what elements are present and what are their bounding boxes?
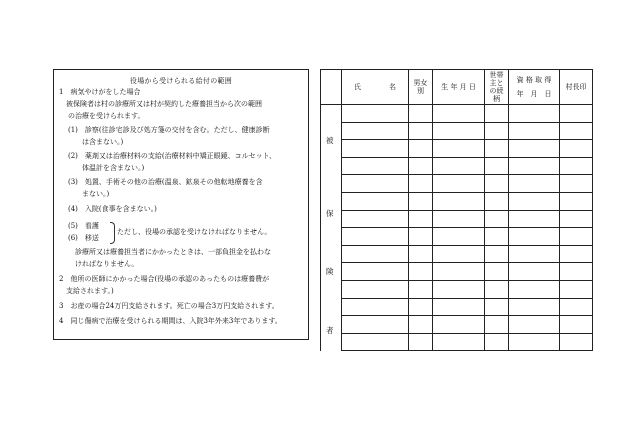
header-qualify-sub: 年 月 日 [516,90,552,98]
entry-cell[interactable] [409,175,433,193]
entry-cell[interactable] [342,263,409,281]
entry-cell[interactable] [409,192,433,210]
entry-cell[interactable] [485,280,509,298]
benefit-line: は含まない。) [68,138,124,146]
entry-cell[interactable] [560,175,593,193]
entry-cell[interactable] [342,298,409,316]
entry-cell[interactable] [560,333,593,351]
entry-cell[interactable] [433,105,485,123]
entry-cell[interactable] [342,122,409,140]
entry-cell[interactable] [560,192,593,210]
entry-cell[interactable] [433,228,485,246]
benefit-line: 診療所又は療養担当者にかかったときは、一部負担金を払わな [68,248,271,256]
entry-cell[interactable] [433,122,485,140]
benefit-line: (3) 処置、手術その他の治療(温泉、鉱泉その他転地療養を含 [68,178,263,186]
entry-cell[interactable] [409,298,433,316]
header-qualify [509,70,560,105]
header-qualify-main: 資 格 取 得 [516,76,552,84]
entry-cell[interactable] [560,245,593,263]
entry-cell[interactable] [560,157,593,175]
table-row [321,157,593,175]
benefit-line: 被保険者は村の診療所又は村が契約した療養担当から次の範囲 [59,100,262,108]
header-sex: 男女別 [409,70,433,105]
entry-cell[interactable] [342,105,409,123]
header-relation: 世帯主との続柄 [485,70,509,105]
entry-cell[interactable] [485,333,509,351]
header-name: 氏 名 [342,70,409,105]
table-row [321,105,593,123]
entry-cell[interactable] [433,263,485,281]
entry-cell[interactable] [342,280,409,298]
entry-cell[interactable] [409,105,433,123]
benefit-line: (4) 入院(食事を含まない。) [68,205,157,213]
entry-cell[interactable] [509,210,560,228]
table-row [321,316,593,334]
side-char: 保 [326,209,334,218]
entry-cell[interactable] [433,316,485,334]
side-char: 険 [326,267,334,276]
side-char: 被 [326,136,334,145]
entry-cell[interactable] [409,263,433,281]
entry-cell[interactable] [485,140,509,158]
entry-cell[interactable] [433,175,485,193]
entry-cell[interactable] [509,263,560,281]
side-char: 者 [326,326,334,335]
entry-cell[interactable] [509,280,560,298]
benefit-line: (1) 診察(往診宅診及び処方箋の交付を含む。ただし、健康診断 [68,126,270,134]
entry-cell[interactable] [342,316,409,334]
entry-cell[interactable] [485,316,509,334]
entry-cell[interactable] [560,105,593,123]
entry-cell[interactable] [560,280,593,298]
entry-cell[interactable] [433,280,485,298]
benefit-line: 4 同じ傷病で治療を受けられる期間は、入院3年外来3年であります。 [59,317,282,325]
entry-cell[interactable] [485,228,509,246]
entry-cell[interactable] [485,210,509,228]
entry-cell[interactable] [560,316,593,334]
entry-cell[interactable] [560,228,593,246]
table-row [321,245,593,263]
entry-cell[interactable] [560,140,593,158]
side-label-header [321,70,342,105]
entry-cell[interactable] [560,298,593,316]
entry-cell[interactable] [409,140,433,158]
benefit-line: 3 お産の場合24万円支給されます。死亡の場合3万円支給されます。 [59,302,279,310]
entry-cell[interactable] [560,122,593,140]
table-row [321,192,593,210]
entry-cell[interactable] [509,175,560,193]
header-seal: 村長印 [560,70,593,105]
entry-cell[interactable] [433,298,485,316]
entry-cell[interactable] [485,105,509,123]
entry-cell[interactable] [485,157,509,175]
entry-cell[interactable] [409,228,433,246]
table-row [321,210,593,228]
table-row [321,140,593,158]
entry-cell[interactable] [433,210,485,228]
benefit-line: の治療を受けられます。 [68,112,145,120]
benefits-title: 役場から受けられる給付の範囲 [129,77,233,85]
entry-cell[interactable] [409,280,433,298]
entry-cell[interactable] [342,333,409,351]
entry-cell[interactable] [409,245,433,263]
entry-cell[interactable] [433,333,485,351]
entry-cell[interactable] [509,245,560,263]
table-row [321,298,593,316]
benefit-line: (2) 薬剤又は治療材料の支給(治療材料中矯正眼鏡、コルセット、 [68,152,277,160]
entry-cell[interactable] [342,245,409,263]
entry-cell[interactable] [409,122,433,140]
benefit-line: ただし、役場の承認を受けなければなりません。 [117,228,272,236]
table-row [321,280,593,298]
table-row [321,263,593,281]
entry-cell[interactable] [485,122,509,140]
entry-cell[interactable] [342,175,409,193]
benefit-line: 2 他所の医師にかかった場合(役場の承認のあったものは療養費が [59,275,270,283]
insured-register [320,69,593,351]
table-row [321,228,593,246]
entry-cell[interactable] [485,245,509,263]
table-row [321,122,593,140]
entry-cell[interactable] [409,333,433,351]
entry-cell[interactable] [509,105,560,123]
entry-cell[interactable] [433,157,485,175]
brace-mark [110,222,115,244]
entry-cell[interactable] [409,210,433,228]
entry-cell[interactable] [560,210,593,228]
entry-cell[interactable] [509,316,560,334]
benefit-line: 1 病気やけがをした場合 [59,88,141,96]
entry-cell[interactable] [433,140,485,158]
entry-cell[interactable] [342,210,409,228]
entry-cell[interactable] [342,228,409,246]
benefit-line: ければなりません。 [68,260,139,268]
entry-cell[interactable] [409,316,433,334]
entry-cell[interactable] [509,140,560,158]
entry-cell[interactable] [509,298,560,316]
entry-cell[interactable] [342,157,409,175]
side-label [320,105,341,352]
entry-cell[interactable] [509,228,560,246]
entry-cell[interactable] [560,263,593,281]
entry-cell[interactable] [342,140,409,158]
entry-cell[interactable] [509,333,560,351]
benefit-line: (6) 移送 [68,234,99,242]
entry-cell[interactable] [509,192,560,210]
entry-cell[interactable] [485,192,509,210]
benefits-panel [53,69,309,340]
entry-cell[interactable] [485,298,509,316]
benefit-line: 体温計を含まない。) [68,164,145,172]
header-birth: 生 年 月 日 [433,70,485,105]
entry-cell[interactable] [409,157,433,175]
table-row [321,175,593,193]
benefit-line: (5) 看護 [68,222,99,230]
benefit-line: まない。) [68,190,110,198]
register-rows [321,105,593,351]
entry-cell[interactable] [509,157,560,175]
entry-cell[interactable] [509,122,560,140]
benefit-line: 支給されます。) [59,287,114,295]
entry-cell[interactable] [433,245,485,263]
entry-cell[interactable] [342,192,409,210]
entry-cell[interactable] [485,263,509,281]
entry-cell[interactable] [433,192,485,210]
table-row [321,333,593,351]
entry-cell[interactable] [485,175,509,193]
